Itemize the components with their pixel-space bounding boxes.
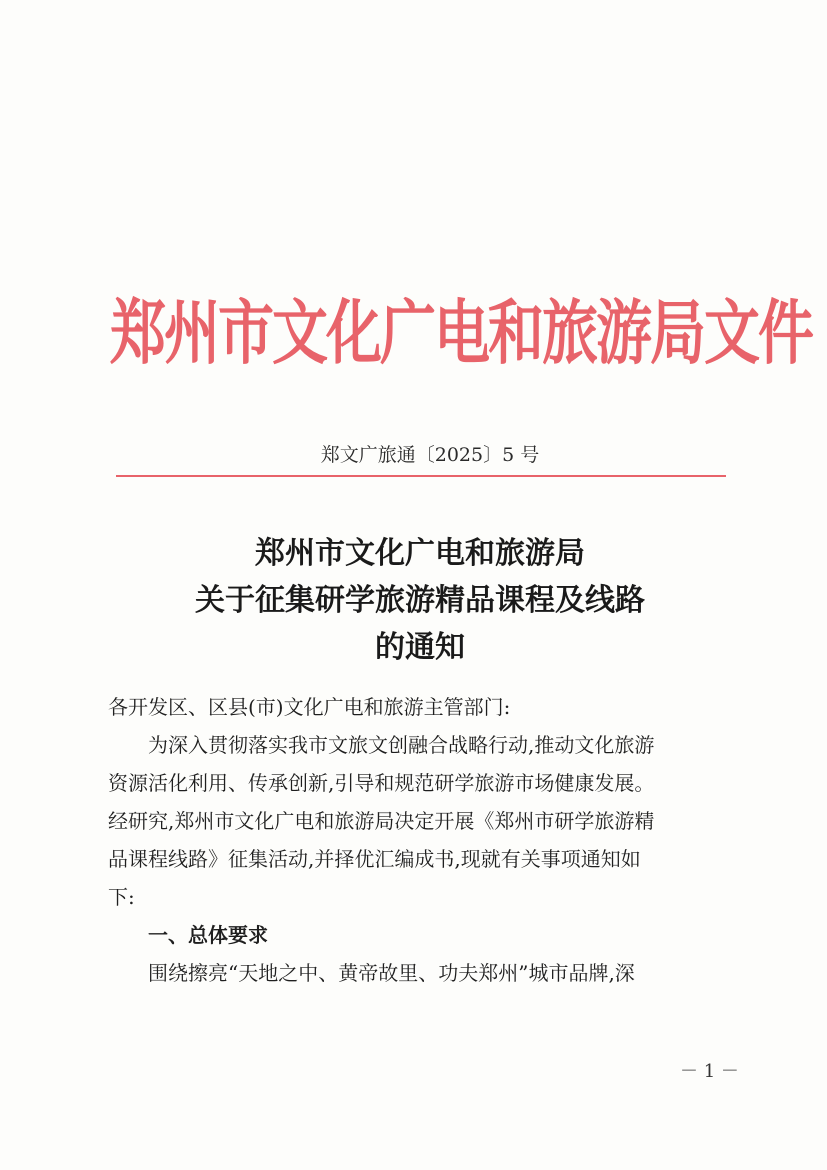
- recipient-line: 各开发区、区县(市)文化广电和旅游主管部门:: [108, 695, 511, 719]
- body-text: [108, 688, 728, 992]
- notice-title-line-1: 郑州市文化广电和旅游局: [255, 536, 585, 571]
- paragraph-1-line-4: 品课程线路》征集活动,并择优汇编成书,现就有关事项通知如: [108, 847, 641, 871]
- red-header-title: 郑州市文化广电和旅游局文件: [110, 291, 812, 375]
- notice-title-line-3: 的通知: [375, 630, 465, 665]
- paragraph-1-line-1: 为深入贯彻落实我市文旅文创融合战略行动,推动文化旅游: [148, 733, 655, 757]
- paragraph-2-line-1: 围绕擦亮“天地之中、黄帝故里、功夫郑州”城市品牌,深: [148, 961, 635, 985]
- notice-title-line-2: 关于征集研学旅游精品课程及线路: [195, 583, 645, 618]
- red-separator-line: [116, 475, 726, 477]
- paragraph-1-line-5: 下:: [108, 885, 135, 909]
- paragraph-1-line-3: 经研究,郑州市文化广电和旅游局决定开展《郑州市研学旅游精: [108, 809, 655, 833]
- document-number: 郑文广旅通〔2025〕5 号: [320, 444, 540, 466]
- section-heading-1: 一、总体要求: [148, 923, 268, 947]
- notice-title: [100, 530, 740, 671]
- paragraph-1-line-2: 资源活化利用、传承创新,引导和规范研学旅游市场健康发展。: [108, 771, 655, 795]
- page-number: － 1 －: [680, 1061, 739, 1082]
